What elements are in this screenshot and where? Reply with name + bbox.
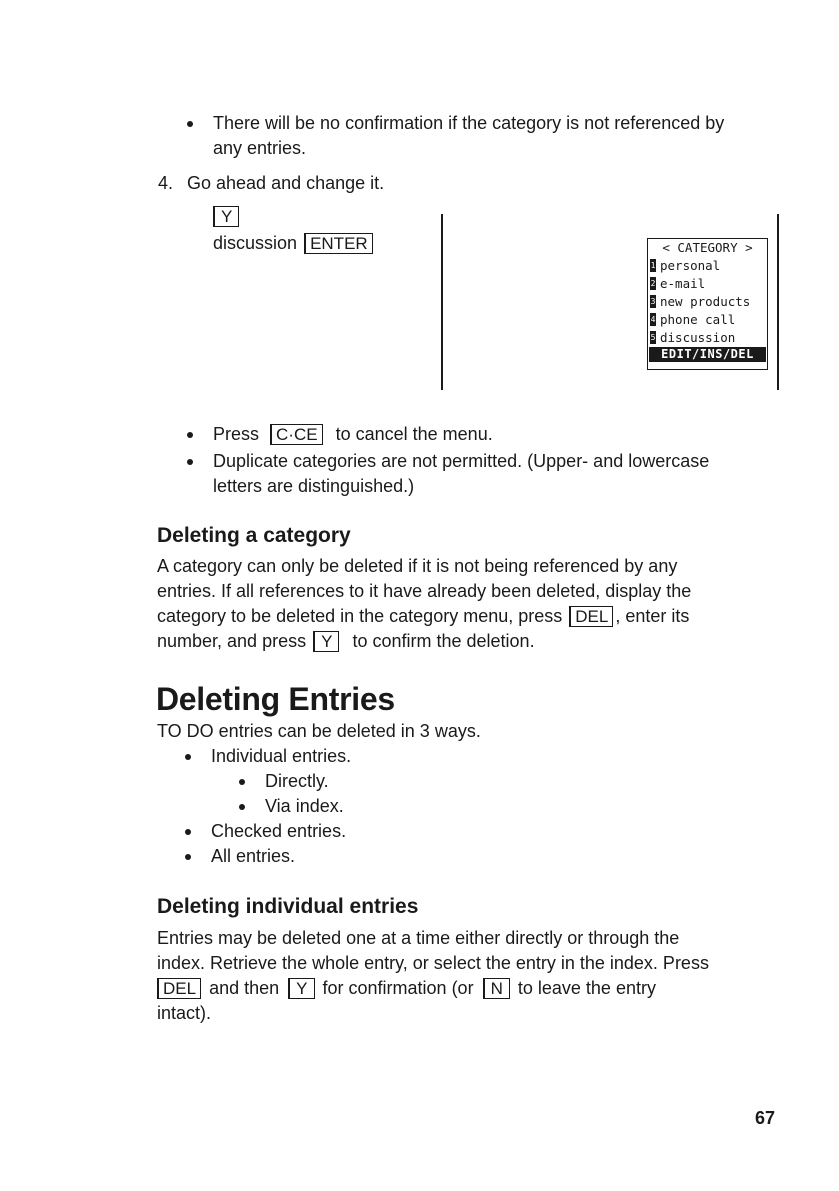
enter-key: ENTER (304, 233, 373, 254)
deleting-individual-paragraph (157, 926, 777, 1026)
page-number: 67 (755, 1108, 776, 1128)
category-para-line3 (157, 604, 777, 629)
category-para-line3b: , enter its (615, 606, 690, 626)
n-key: N (483, 978, 510, 999)
lcd-item-label: new products (660, 294, 751, 309)
all-entries-bullet: All entries. (211, 845, 295, 868)
press-text: Press (213, 424, 260, 444)
duplicate-line2: letters are distinguished.) (213, 476, 415, 497)
lcd-item-label: e-mail (660, 276, 706, 291)
category-para-line1: A category can only be deleted if it is not being referenced by any (157, 556, 678, 576)
lcd-item-label: personal (660, 258, 721, 273)
lcd-screen (647, 238, 768, 370)
step4-text: Go ahead and change it. (187, 173, 385, 193)
discussion-text: discussion (213, 233, 298, 253)
y-key: Y (213, 206, 239, 227)
lcd-item-number: 2 (650, 279, 656, 288)
individual-para-line1: Entries may be deleted one at a time either directly or through the (157, 928, 680, 948)
lcd-item-label: phone call (660, 312, 736, 327)
lcd-title: < CATEGORY > (662, 240, 753, 255)
y-key: Y (288, 978, 314, 999)
deleting-entries-intro: TO DO entries can be deleted in 3 ways. (157, 721, 481, 741)
individual-para-line3 (157, 976, 777, 1001)
category-para-line4a: number, and press (157, 631, 307, 651)
step4-number: 4. (158, 173, 174, 193)
no-confirmation-line2: any entries. (213, 138, 307, 159)
individual-para-line4: intact). (157, 1003, 212, 1023)
lcd-item (648, 293, 767, 311)
duplicate-line1: Duplicate categories are not permitted. (Upper- and lowercase (213, 451, 710, 471)
individual-para-line3a: and then (209, 978, 280, 998)
lcd-item-number: 1 (650, 261, 656, 270)
right-divider (777, 214, 779, 390)
left-divider (441, 214, 443, 390)
via-index-bullet: Via index. (265, 795, 344, 818)
lcd-item-label: discussion (660, 330, 736, 345)
cancel-menu-text: to cancel the menu. (335, 424, 493, 444)
lcd-item (648, 275, 767, 293)
lcd-item (648, 311, 767, 329)
checked-entries-bullet: Checked entries. (211, 820, 346, 843)
lcd-item (648, 329, 767, 347)
deleting-entries-heading: Deleting Entries (156, 681, 395, 717)
directly-bullet: Directly. (265, 770, 329, 793)
category-para-line4b: to confirm the deletion. (352, 631, 535, 651)
cce-key: C·CE (270, 424, 323, 445)
category-para-line2: entries. If all references to it have already been deleted, display the (157, 581, 692, 601)
discussion-enter-line (213, 232, 375, 255)
individual-para-line3b: for confirmation (or (322, 978, 474, 998)
category-para-line3a: category to be deleted in the category menu, press (157, 606, 563, 626)
lcd-menu-bar: EDIT/INS/DEL (649, 347, 766, 362)
y-key: Y (313, 631, 339, 652)
del-key: DEL (157, 978, 201, 999)
no-confirmation-bullet (213, 112, 724, 161)
category-para-line4 (157, 629, 777, 654)
deleting-individual-heading: Deleting individual entries (157, 895, 419, 918)
del-key: DEL (569, 606, 613, 627)
individual-entries-bullet: Individual entries. (211, 745, 351, 768)
individual-para-line3c: to leave the entry (517, 978, 656, 998)
deleting-category-paragraph (157, 554, 777, 654)
lcd-item (648, 257, 767, 275)
duplicate-bullet (213, 450, 709, 499)
lcd-item-number: 4 (650, 315, 656, 324)
deleting-category-heading: Deleting a category (157, 524, 351, 547)
press-cce-bullet (213, 423, 493, 446)
lcd-item-number: 5 (650, 333, 656, 342)
no-confirmation-line1: There will be no confirmation if the category is not referenced by (213, 113, 725, 133)
lcd-item-number: 3 (650, 297, 656, 306)
key-y-step4 (211, 205, 241, 228)
individual-para-line2: index. Retrieve the whole entry, or select the entry in the index. Press (157, 953, 709, 973)
